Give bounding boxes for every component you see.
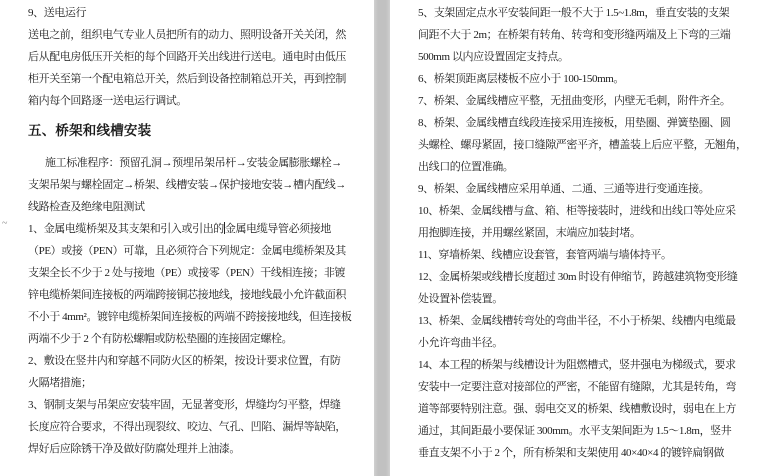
text-line: 用抱脚连接，并用螺丝紧固，末端应加装封堵。 xyxy=(418,227,641,239)
text-line: 两端不少于 2 个有防松螺帽或防松垫圈的连接固定螺栓。 xyxy=(28,333,293,345)
document-page-left xyxy=(28,2,354,460)
text-line: 道等部要特别注意。强、弱电交叉的桥架、线槽敷设时，弱电在上方 xyxy=(418,403,736,415)
text-line: 长度应符合要求，不得出现裂纹、咬边、气孔、凹陷、漏焊等缺陷， xyxy=(28,421,346,433)
document-page-right xyxy=(418,2,756,464)
text-line: 出线口的位置准确。 xyxy=(418,161,514,173)
text-line: 14、本工程的桥架与线槽设计为阻燃槽式，竖井强电为梯级式，要求 xyxy=(418,359,736,371)
text-line: （PE）或接（PEN）可靠，且必须符合下列规定：金属电缆桥架及其 xyxy=(28,245,346,257)
text-line: 箱内每个回路逐一送电运行调试。 xyxy=(28,95,187,107)
text-line: 不小于 4mm²。镀锌电缆桥架间连接板的两端不跨接接地线，但连接板 xyxy=(28,311,352,323)
text-line: 火隔堵措施； xyxy=(28,377,92,389)
text-line: 锌电缆桥架间连接板的两端跨接铜芯接地线，接地线最小允许截面积 xyxy=(28,289,346,301)
text-line: 柜开关至第一个配电箱总开关，然后到设备控制箱总开关，再到控制 xyxy=(28,73,346,85)
text-line: 7、桥架、金属线槽应平整，无扭曲变形，内壁无毛刺，附件齐全。 xyxy=(418,95,731,107)
text-line: 8、桥架、金属线槽直线段连接采用连接板，用垫圈、弹簧垫圈、圆 xyxy=(418,117,731,129)
text-line: 线路检查及绝缘电阻测试 xyxy=(28,201,145,213)
text-segment: 金属电缆导管必须接地 xyxy=(224,223,331,235)
text-line: 5、支架固定点水平安装间距一般不大于 1.5~1.8m，垂直安装的支架 xyxy=(418,7,730,19)
text-line: 垂直支架不小于 2 个，所有桥架和支架使用 40×40×4 的镀锌扁钢做 xyxy=(418,447,725,459)
margin-revision-mark: ~ xyxy=(2,218,8,229)
text-line: 支架全长不少于 2 处与接地（PE）或接零（PEN）干线相连接；非镀 xyxy=(28,267,346,279)
text-line: 焊好后应除锈干净及做好防腐处理并上油漆。 xyxy=(28,443,240,455)
text-line: 13、桥架、金属线槽转弯处的弯曲半径，不小于桥架、线槽内电缆最 xyxy=(418,315,736,327)
section-heading: 五、桥架和线槽安装 xyxy=(28,123,152,138)
text-line: 头螺栓、螺母紧固，接口缝隙严密平齐，槽盖装上后应平整，无翘角， xyxy=(418,139,747,151)
text-line: 安装中一定要注意对接部位的严密，不能留有缝隙，尤其是转角，弯 xyxy=(418,381,736,393)
text-line: 11、穿墙桥架、线槽应设套管，套管两端与墙体持平。 xyxy=(418,249,672,261)
text-line: 9、桥架、金属线槽应采用单通、二通、三通等进行变通连接。 xyxy=(418,183,710,195)
text-line: 通过，其间距最小要保证 300mm。水平支架间距为 1.5～1.8m，竖井 xyxy=(418,425,732,437)
text-line: 500mm 以内应设置固定支持点。 xyxy=(418,51,569,63)
text-line: 小允许弯曲半径。 xyxy=(418,337,503,349)
text-line: 后从配电房低压开关柜的每个回路开关出线进行送电。通电时由低压 xyxy=(28,51,346,63)
text-line xyxy=(28,218,354,240)
text-line: 处设置补偿装置。 xyxy=(418,293,503,305)
text-line: 10、桥架、金属线槽与盒、箱、柜等接装时，进线和出线口等处应采 xyxy=(418,205,736,217)
text-line: 6、桥架顶距离层楼板不应小于 100-150mm。 xyxy=(418,73,625,85)
text-line: 送电之前，组织电气专业人员把所有的动力、照明设备开关关闭，然 xyxy=(28,29,346,41)
text-line: 施工标准程序：预留孔洞→预埋吊架吊杆→安装金属膨胀螺栓→ xyxy=(45,157,342,169)
text-line: 2、敷设在竖井内和穿越不同防火区的桥架，按设计要求位置，有防 xyxy=(28,355,341,367)
text-line: 支架吊架与螺栓固定→桥架、线槽安装→保护接地安装→槽内配线→ xyxy=(28,179,346,191)
text-segment: 1、金属电缆桥架及其支架和引入或引出的 xyxy=(28,223,224,235)
vertical-scrollbar[interactable] xyxy=(374,0,390,476)
text-line: 3、钢制支架与吊架应安装牢固，无显著变形，焊缝均匀平整，焊缝 xyxy=(28,399,341,411)
text-line: 间距不大于 2m；在桥架有转角、转弯和变形缝两端及上下弯的三端 xyxy=(418,29,731,41)
text-line: 12、金属桥架或线槽长度超过 30m 时设有伸缩节，跨越建筑物变形缝 xyxy=(418,271,738,283)
text-line: 9、送电运行 xyxy=(28,7,87,19)
